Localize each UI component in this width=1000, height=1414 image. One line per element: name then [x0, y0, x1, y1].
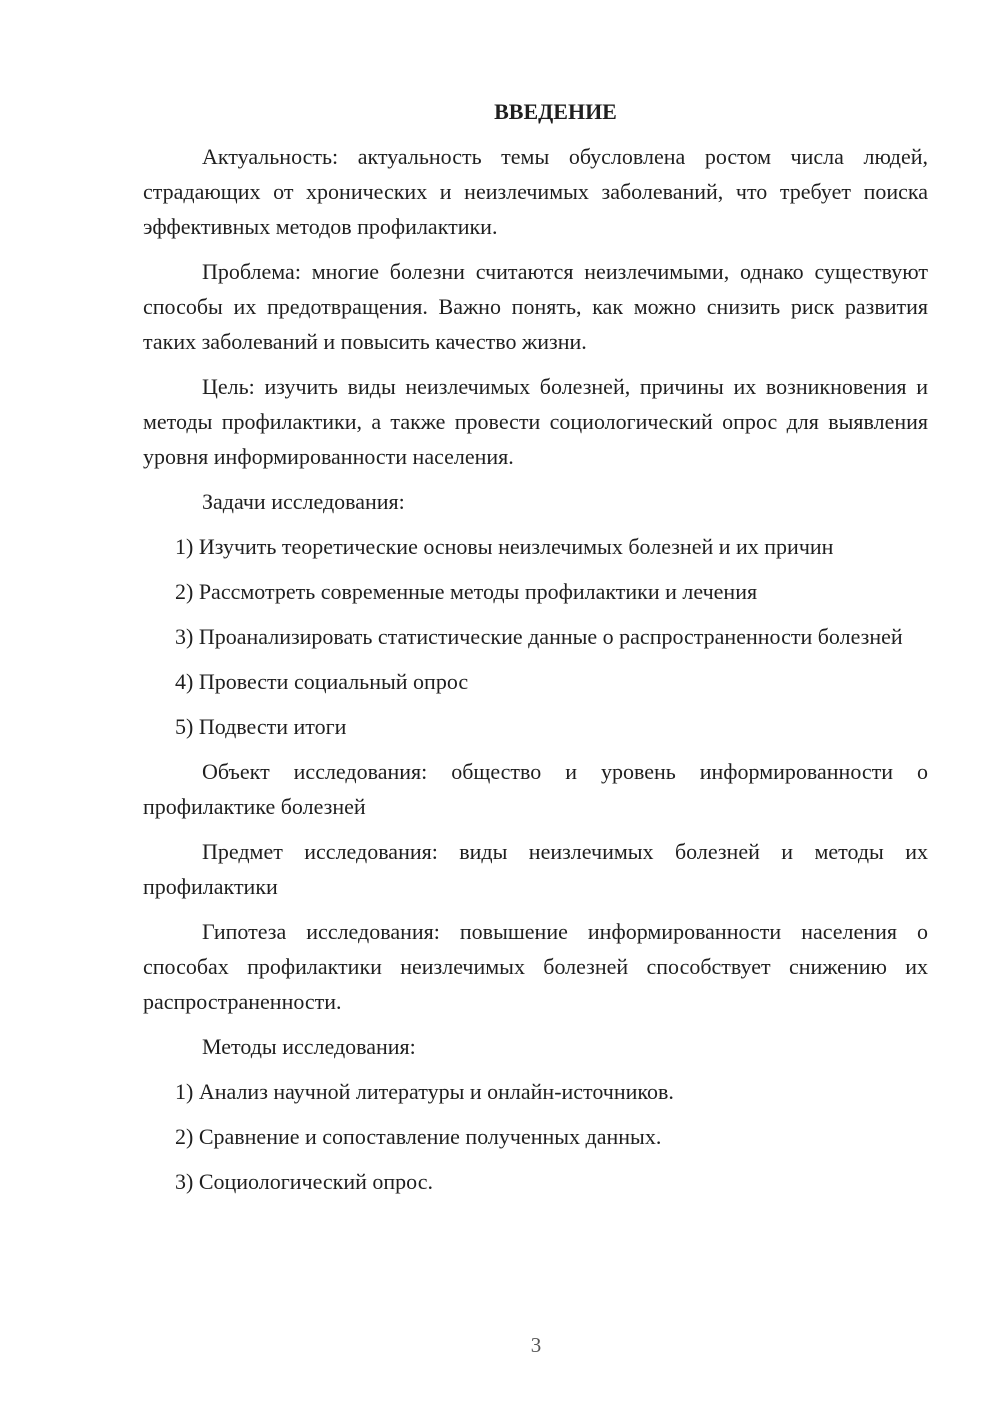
page-number: 3: [530, 1333, 542, 1357]
methods-heading: Методы исследования:: [202, 1034, 416, 1059]
goal-paragraph: Цель: изучить виды неизлечимых болезней, причины их возникновения и методы профилактики, а также провести социологический опрос для выявления уровня информированности населения.: [143, 374, 928, 469]
subject-paragraph: Предмет исследования: виды неизлечимых болезней и методы их профилактики: [143, 839, 928, 899]
task-item-5: 5) Подвести итоги: [175, 714, 347, 739]
relevance-paragraph: Актуальность: актуальность темы обусловлена ростом числа людей, страдающих от хронических и неизлечимых заболеваний, что требует поиска эффективных методов профилактики.: [143, 144, 928, 239]
section-title: ВВЕДЕНИЕ: [494, 99, 617, 124]
tasks-heading: Задачи исследования:: [202, 489, 405, 514]
task-item-1: 1) Изучить теоретические основы неизлечимых болезней и их причин: [175, 534, 834, 559]
method-item-2: 2) Сравнение и сопоставление полученных данных.: [175, 1124, 662, 1149]
object-paragraph: Объект исследования: общество и уровень информированности о профилактике болезней: [143, 759, 928, 819]
hypothesis-paragraph: Гипотеза исследования: повышение информированности населения о способах профилактики неизлечимых болезней способствует снижению их распространенности.: [143, 919, 928, 1014]
method-item-1: 1) Анализ научной литературы и онлайн-источников.: [175, 1079, 674, 1104]
method-item-3: 3) Социологический опрос.: [175, 1169, 433, 1194]
task-item-2: 2) Рассмотреть современные методы профилактики и лечения: [175, 579, 758, 604]
task-item-4: 4) Провести социальный опрос: [175, 669, 469, 694]
task-item-3: 3) Проанализировать статистические данные о распространенности болезней: [175, 624, 903, 649]
problem-paragraph: Проблема: многие болезни считаются неизлечимыми, однако существуют способы их предотвращения. Важно понять, как можно снизить риск развития таких заболеваний и повысить качество жизни.: [143, 259, 928, 354]
